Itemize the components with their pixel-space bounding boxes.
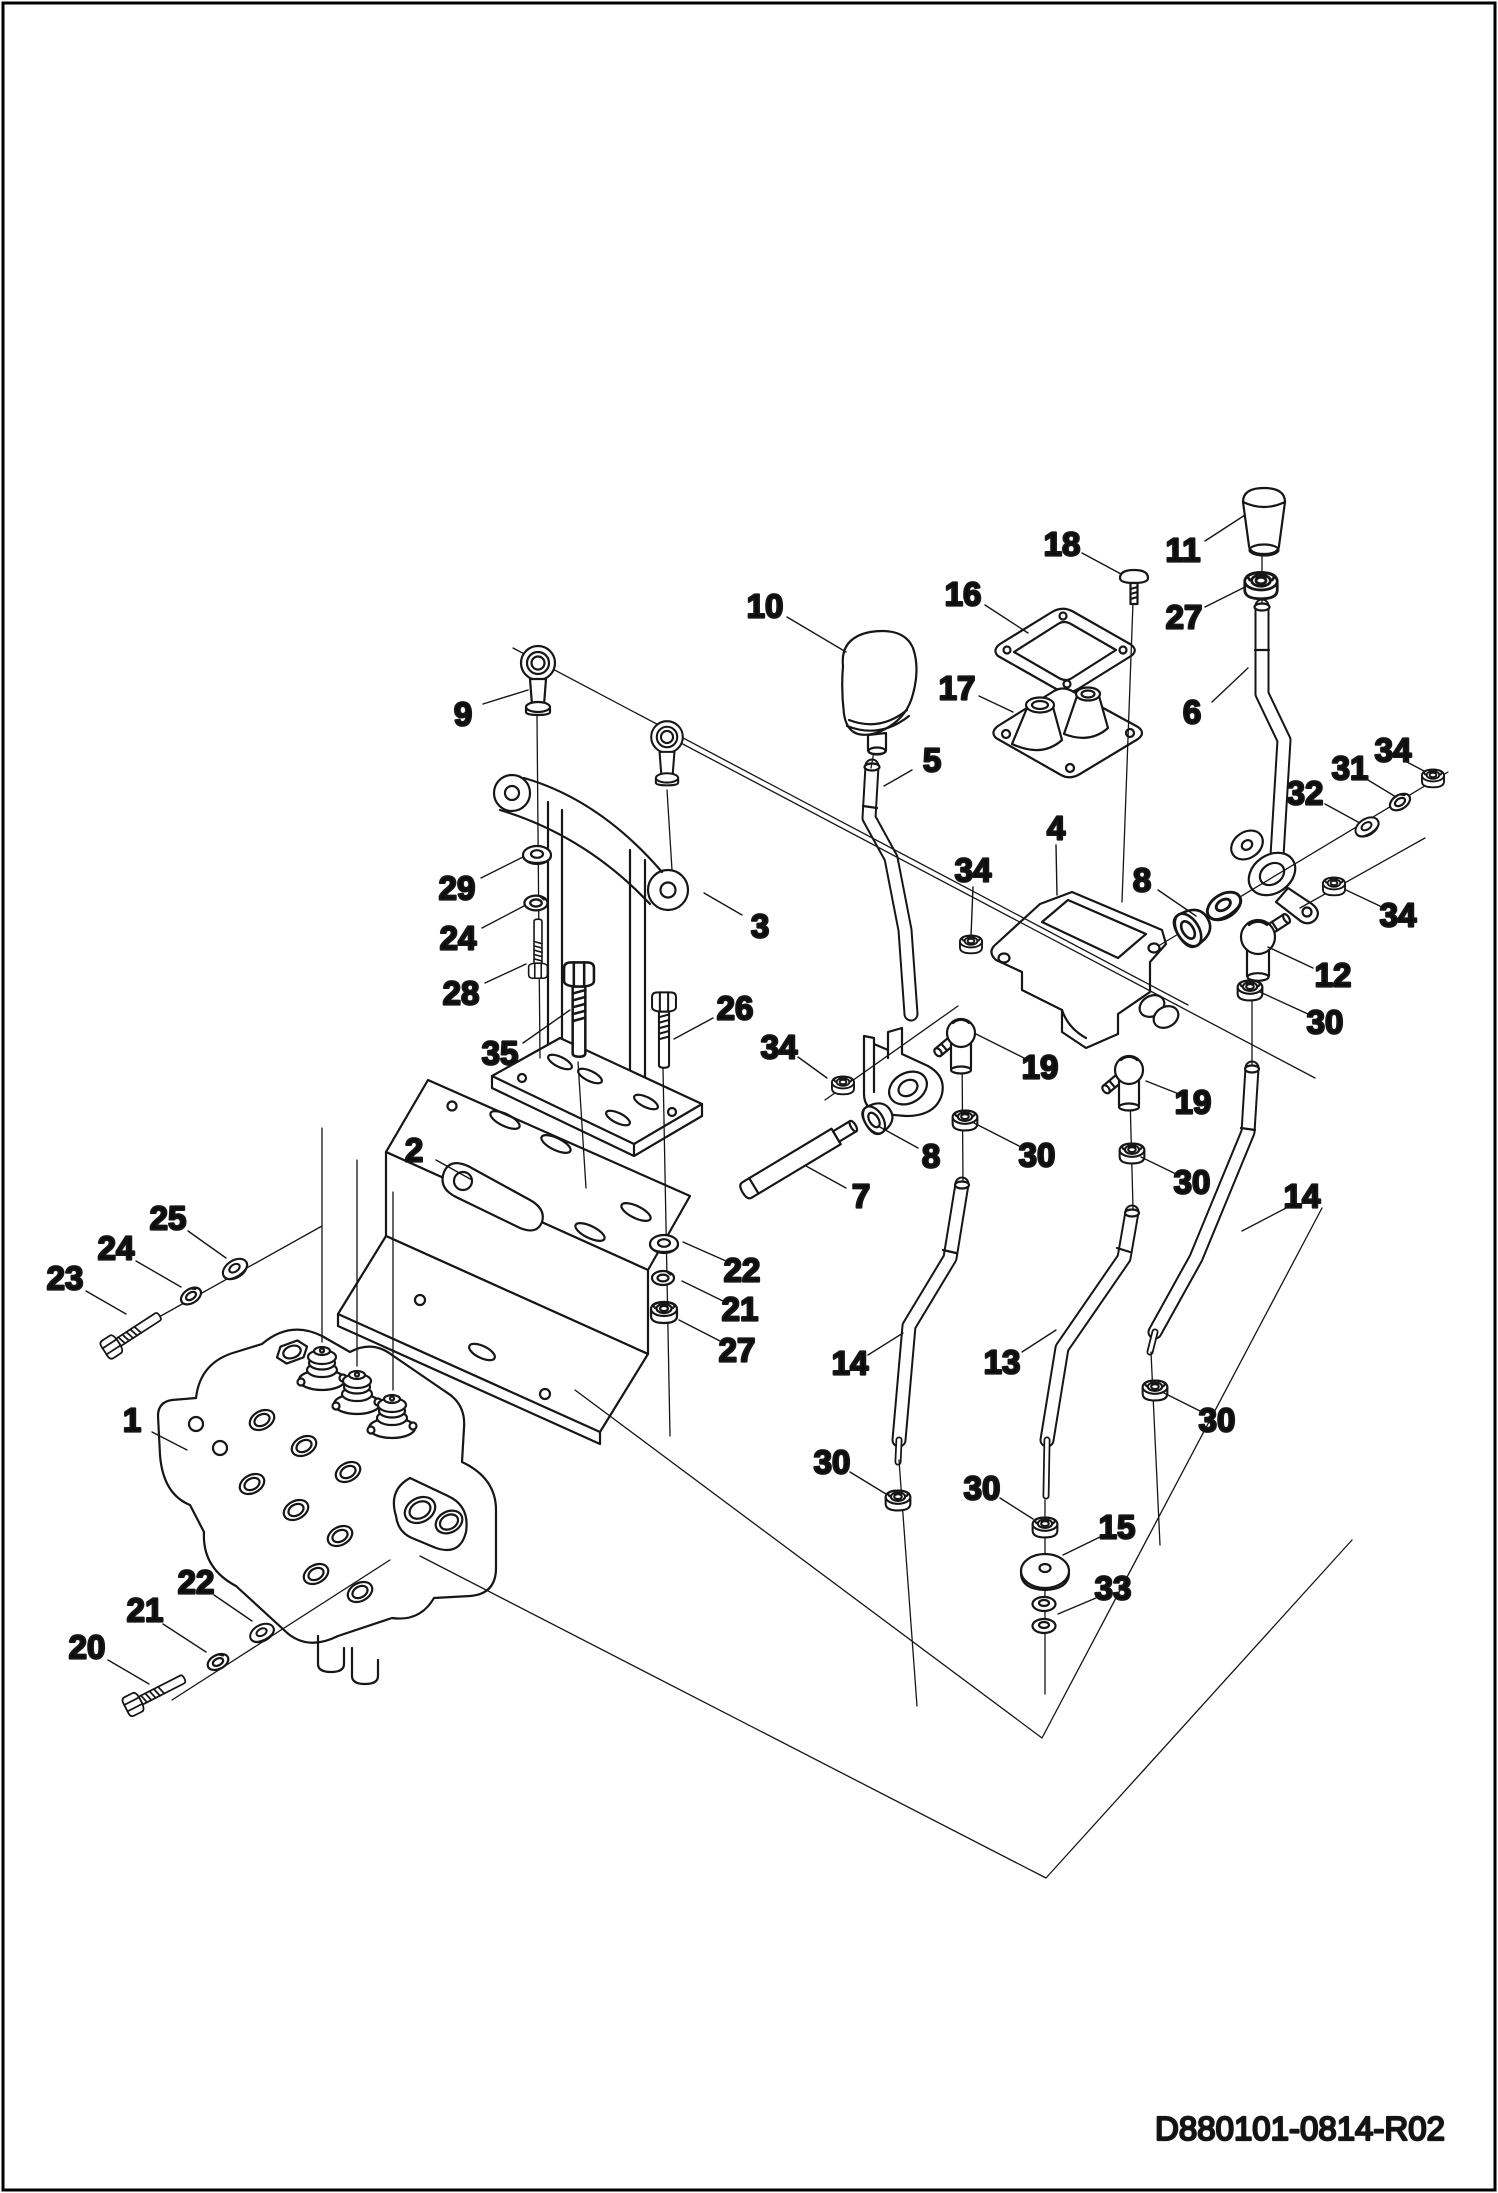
nut-34 bbox=[832, 1077, 854, 1095]
callout-30: 30 bbox=[1018, 1136, 1056, 1174]
callout-29: 29 bbox=[438, 869, 476, 907]
callout-9: 9 bbox=[453, 695, 473, 733]
callout-3: 3 bbox=[750, 907, 770, 945]
nut-34 bbox=[960, 936, 982, 954]
callout-21: 21 bbox=[721, 1290, 759, 1328]
nut-34 bbox=[1422, 770, 1444, 788]
callout-26: 26 bbox=[716, 989, 754, 1027]
callout-14: 14 bbox=[1283, 1177, 1321, 1215]
nut-30 bbox=[953, 1111, 978, 1131]
callout-34: 34 bbox=[760, 1028, 798, 1066]
callout-35: 35 bbox=[481, 1034, 519, 1072]
nut-30 bbox=[1120, 1144, 1145, 1164]
lock-washer-21a bbox=[652, 1271, 674, 1285]
nut-30 bbox=[1143, 1381, 1168, 1401]
callout-7: 7 bbox=[851, 1177, 871, 1215]
callout-13: 13 bbox=[983, 1343, 1021, 1381]
callout-2: 2 bbox=[404, 1131, 424, 1169]
callout-30: 30 bbox=[813, 1443, 851, 1481]
callout-30: 30 bbox=[1198, 1401, 1236, 1439]
callout-30: 30 bbox=[1306, 1003, 1344, 1041]
callout-28: 28 bbox=[442, 974, 480, 1012]
callout-10: 10 bbox=[746, 587, 784, 625]
lock-washer-24 bbox=[524, 896, 547, 911]
callout-18: 18 bbox=[1043, 525, 1081, 563]
callout-11: 11 bbox=[1165, 531, 1201, 569]
callout-23: 23 bbox=[46, 1259, 84, 1297]
nut-30 bbox=[1238, 981, 1263, 1001]
callout-31: 31 bbox=[1331, 749, 1369, 787]
callout-34: 34 bbox=[1379, 896, 1417, 934]
callout-22: 22 bbox=[177, 1563, 215, 1601]
washer-22a bbox=[650, 1235, 678, 1253]
page-border bbox=[3, 3, 1495, 2190]
nut-34 bbox=[1323, 878, 1345, 896]
callout-19: 19 bbox=[1174, 1083, 1212, 1121]
nut-27a bbox=[1245, 573, 1278, 599]
callout-5: 5 bbox=[922, 741, 942, 779]
callout-8: 8 bbox=[1132, 861, 1152, 899]
washer-29 bbox=[523, 846, 551, 864]
callout-1: 1 bbox=[122, 1401, 142, 1439]
callout-14: 14 bbox=[831, 1344, 869, 1382]
callout-27: 27 bbox=[718, 1331, 756, 1369]
callout-30: 30 bbox=[1173, 1163, 1211, 1201]
callout-16: 16 bbox=[944, 575, 982, 613]
callout-24: 24 bbox=[439, 919, 477, 957]
knob-11 bbox=[1243, 488, 1285, 556]
callout-19: 19 bbox=[1021, 1048, 1059, 1086]
drawing-number: D880101-0814-R02 bbox=[1155, 2110, 1445, 2147]
callout-21: 21 bbox=[126, 1591, 164, 1629]
nut-30 bbox=[886, 1491, 911, 1511]
callout-22: 22 bbox=[723, 1251, 761, 1289]
callout-12: 12 bbox=[1314, 956, 1352, 994]
callout-27: 27 bbox=[1165, 598, 1203, 636]
callout-25: 25 bbox=[149, 1199, 187, 1237]
nut-30 bbox=[1033, 1518, 1058, 1538]
nut-27b bbox=[651, 1302, 677, 1323]
callout-32: 32 bbox=[1286, 774, 1324, 812]
callout-34: 34 bbox=[954, 851, 992, 889]
callout-34: 34 bbox=[1374, 731, 1412, 769]
callout-24: 24 bbox=[97, 1229, 135, 1267]
callout-leader-4 bbox=[1056, 845, 1057, 895]
callout-17: 17 bbox=[938, 669, 976, 707]
callout-33: 33 bbox=[1094, 1569, 1132, 1607]
callout-20: 20 bbox=[68, 1628, 106, 1666]
callout-8: 8 bbox=[921, 1137, 941, 1175]
callout-30: 30 bbox=[963, 1469, 1001, 1507]
callout-15: 15 bbox=[1098, 1508, 1136, 1546]
callout-4: 4 bbox=[1046, 809, 1066, 847]
callout-6: 6 bbox=[1182, 693, 1202, 731]
